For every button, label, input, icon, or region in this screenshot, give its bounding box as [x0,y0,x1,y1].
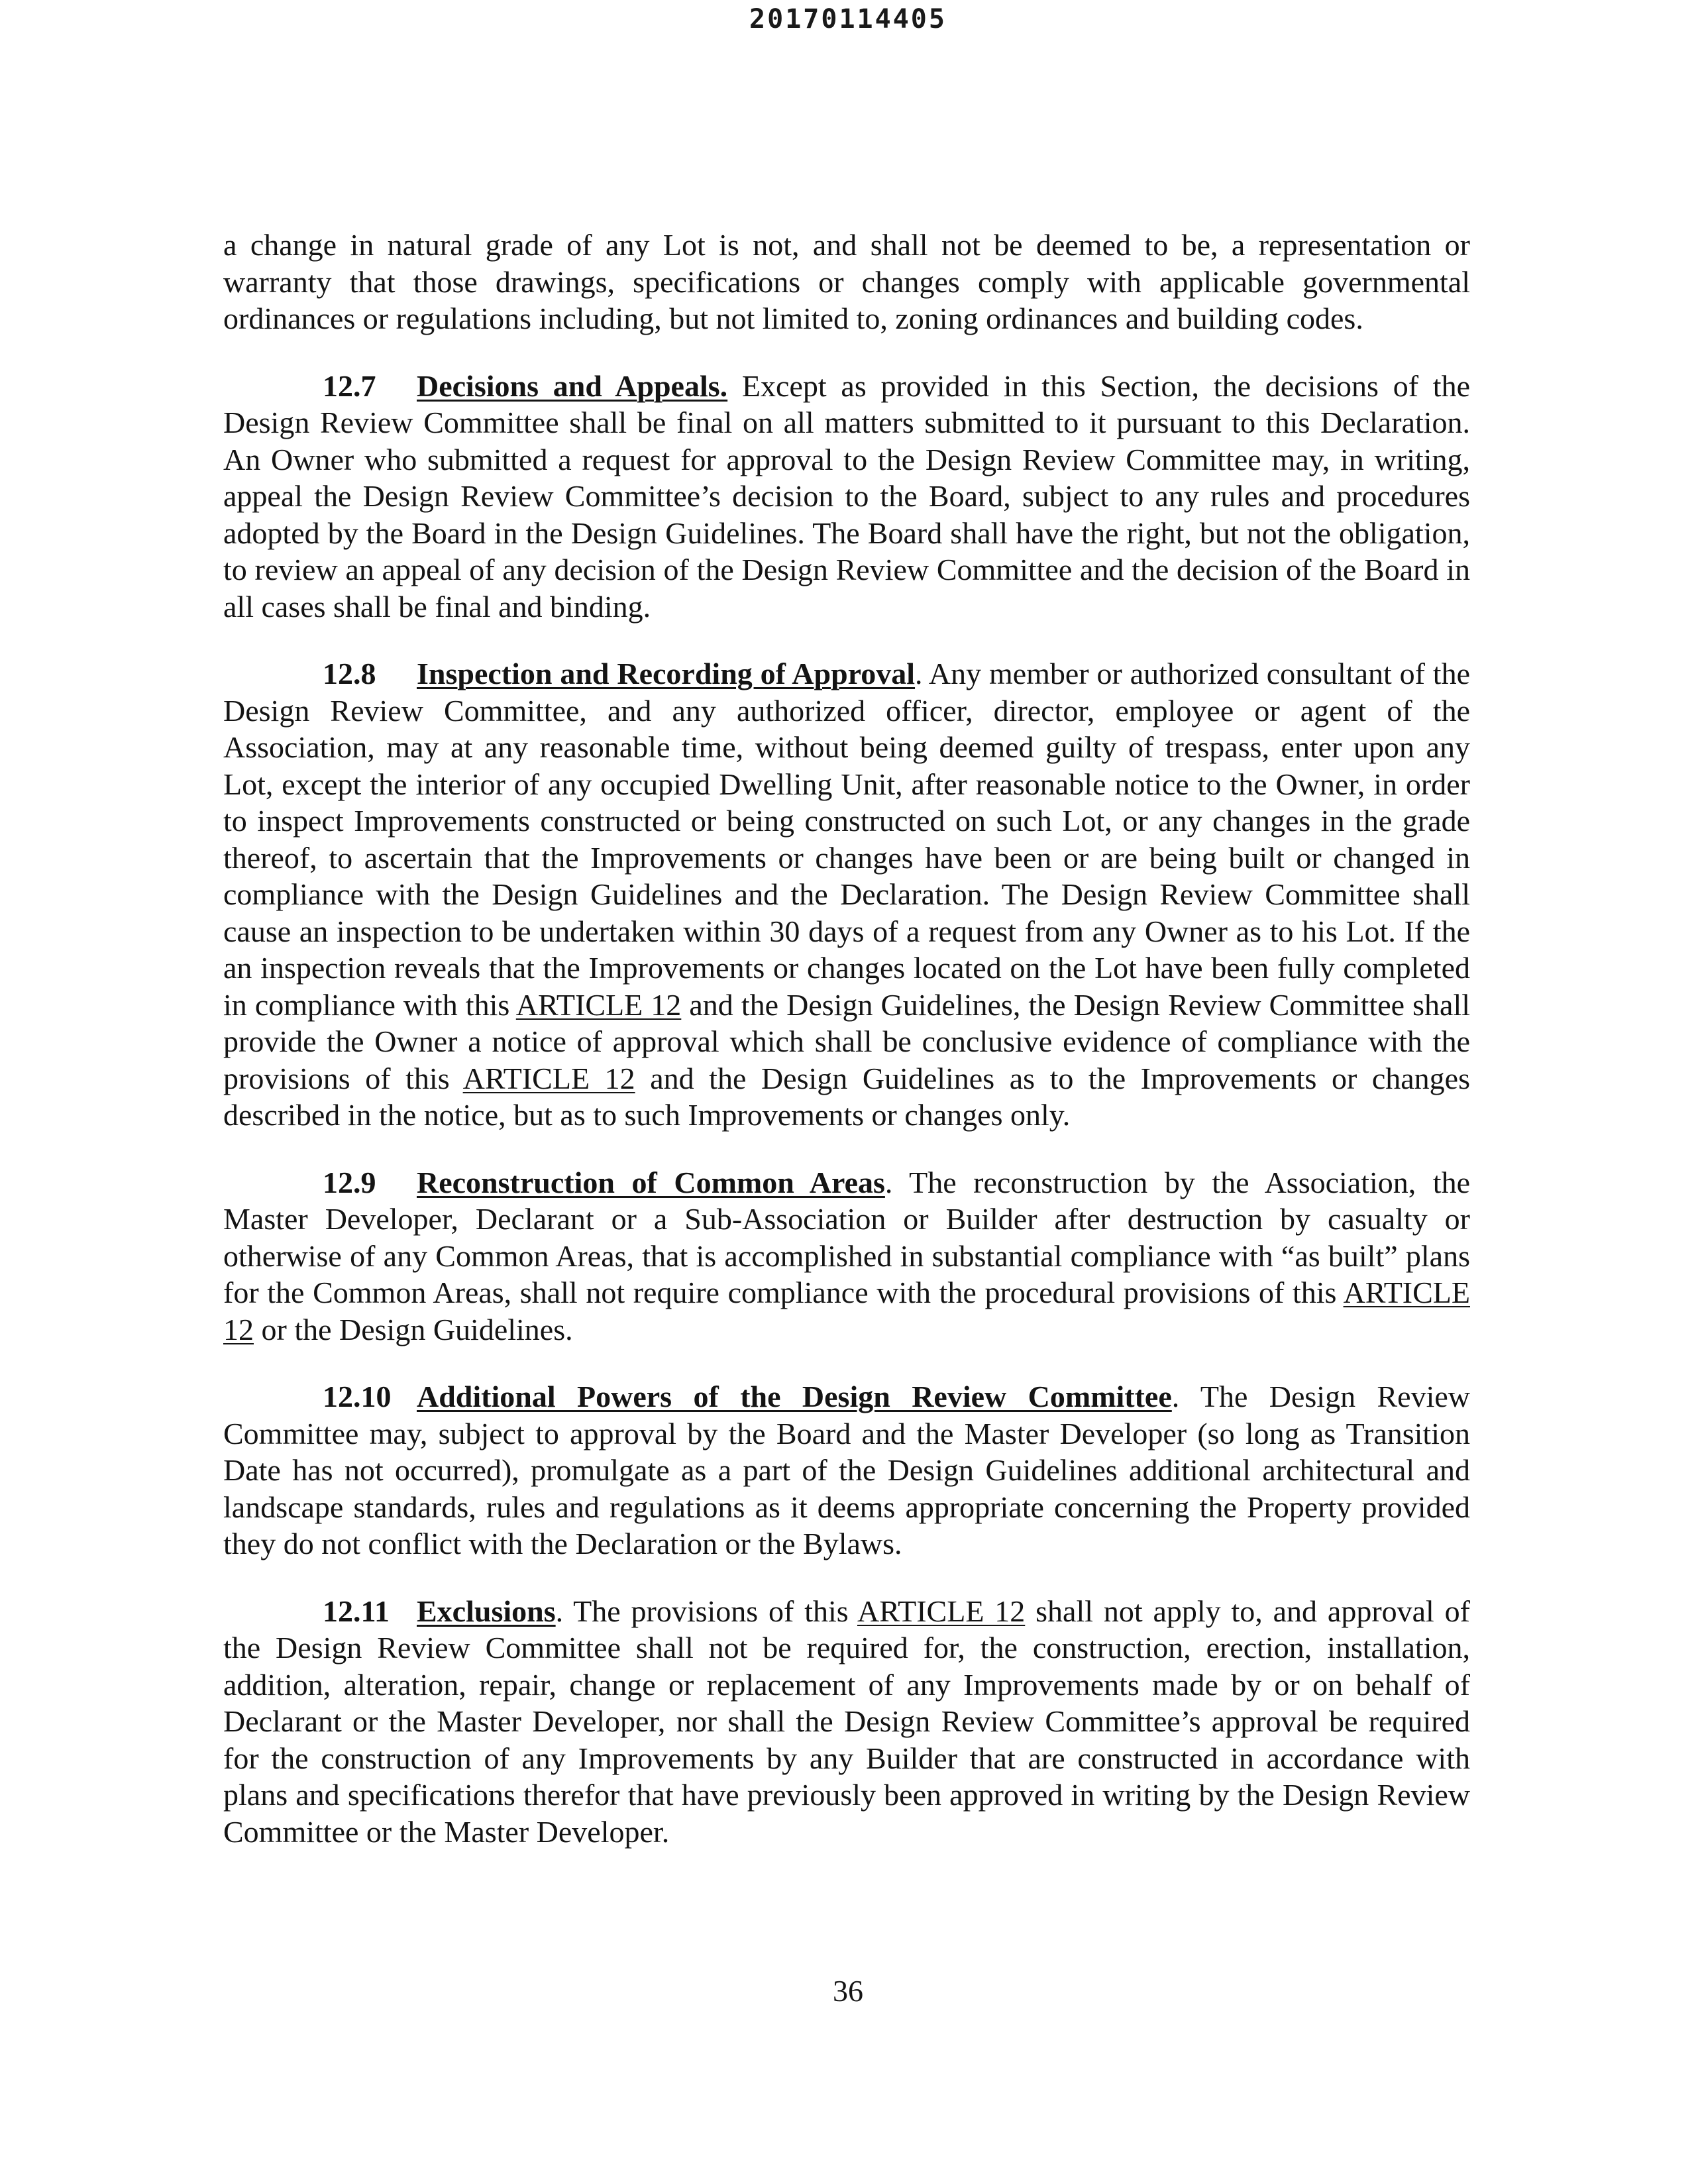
section-title-end: . [884,1165,893,1199]
section-title-end: . [915,657,923,690]
section-text: The Design Review Committee may, subject to approval by the Board and the Master Developer (so long as Transition Date has not occurred), promulgate as a part of the Design Guidelines additional architectural and landscape standards, rules and regulations as it deems appropriate concerning the Property provided they do not conflict with the Declaration or the Bylaws. [223,1380,1471,1560]
section-text: and the Design Guidelines as to the Improvements or changes described in the notice, but as to such Improvements or changes only. [223,1061,1470,1132]
article-reference: ARTICLE 12 [515,987,682,1022]
section-text: The provisions of this [573,1594,849,1628]
article-reference: ARTICLE 12 [462,1061,635,1095]
section-text: Any member or authorized consultant of the Design Review Committee, and any authorized officer, director, employee or agent of the Association, may at any reasonable time, without being deemed guilty of trespass, enter upon any Lot, except the interior of any occupied Dwelling Unit, after reasonable notice to the Owner, in order to inspect Improvements constructed or being constructed on such Lot, or any changes in the grade thereof, to ascertain that the Improvements or changes have been or are being built or changed in compliance with the Design Guidelines and the Declaration. The Design Review Committee shall cause an inspection to be undertaken within 30 days of a request from any Owner as to his Lot. If the an inspection reveals that the Improvements or changes located on the Lot have been fully completed in compliance with this [223,657,1470,1022]
section-text: The reconstruction by the Association, the Master Developer, Declarant or a Sub-Association or Builder after destruction by casualty or otherwise of any Common Areas, that is accomplished in substantial compliance with “as built” plans for the Common Areas, shall not require compliance with the procedural provisions of this [223,1165,1470,1309]
document-body [223,227,1470,1881]
section-number: 12.10 [323,1380,392,1413]
section-title: Inspection and Recording of Approval [417,657,916,690]
continuation-paragraph: a change in natural grade of any Lot is not, and shall not be deemed to be, a representation or warranty that those drawings, specifications or changes comply with applicable governmental ordinances or regulations including, but not limited to, zoning ordinances and building codes. [223,228,1470,335]
section-number: 12.9 [323,1165,376,1199]
document-number: 20170114405 [749,4,947,34]
section-12-8 [223,655,1470,1134]
section-12-11 [223,1593,1470,1851]
section-number: 12.7 [323,368,376,403]
page-number: 36 [833,1974,863,2008]
section-12-9 [223,1164,1470,1348]
section-text: shall not apply to, and approval of the Design Review Committee shall not be required for, the construction, erection, installation, addition, alteration, repair, change or replacement of any Improvements made by or on behalf of Declarant or the Master Developer, nor shall the Design Review Committee’s approval be required for the construction of any Improvements by any Builder that are constructed in accordance with plans and specifications therefor that have previously been approved in writing by the Design Review Committee or the Master Developer. [223,1594,1470,1849]
section-text: and the Design Guidelines, the Design Review Committee shall provide the Owner a notice of approval which shall be conclusive evidence of compliance with the provisions of this [223,987,1471,1095]
section-title: Exclusions [417,1594,556,1628]
section-title-end: . [1171,1380,1180,1413]
section-title: Additional Powers of the Design Review Committee [417,1380,1172,1413]
article-reference: ARTICLE 12 [223,1276,1470,1346]
section-title: Decisions and Appeals. [417,368,728,403]
article-reference: ARTICLE 12 [857,1594,1026,1628]
section-title-end: . [555,1594,564,1628]
section-12-10 [223,1378,1470,1562]
section-text: Except as provided in this Section, the decisions of the Design Review Committee shall be final on all matters submitted to it pursuant to this Declaration. An Owner who submitted a request for approval to the Design Review Committee may, in writing, appeal the Design Review Committee’s decision to the Board, subject to any rules and procedures adopted by the Board in the Design Guidelines. The Board shall have the right, but not the obligation, to review an appeal of any decision of the Design Review Committee and the decision of the Board in all cases shall be final and binding. [223,368,1470,624]
section-text: or the Design Guidelines. [261,1312,573,1346]
section-number: 12.8 [323,657,376,690]
section-12-7 [223,368,1470,626]
section-title: Reconstruction of Common Areas [417,1165,885,1199]
section-number: 12.11 [323,1594,390,1628]
